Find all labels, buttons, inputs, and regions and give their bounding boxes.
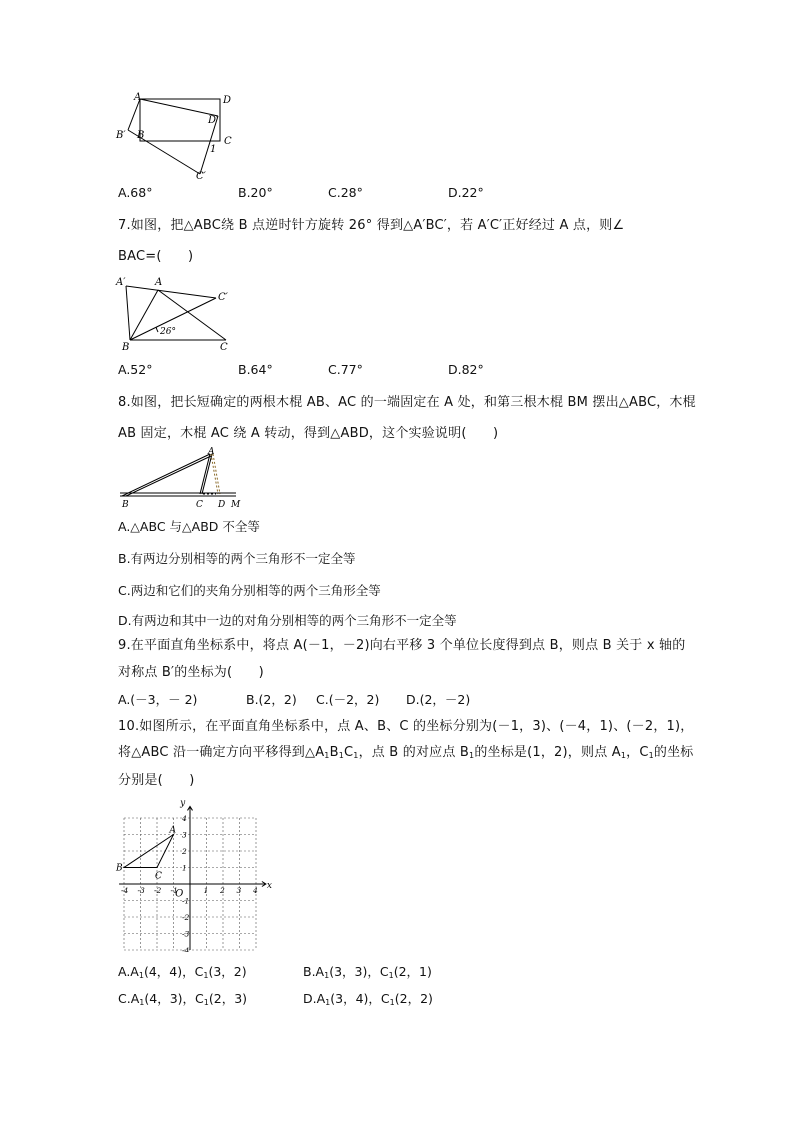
q9-stem-line1: 9.在平面直角坐标系中，将点 A(－1，－2)向右平移 3 个单位长度得到点 B，则点 B 关于 x 轴的: [118, 638, 686, 653]
label-c: C: [220, 342, 228, 352]
x-tick-label: -3: [137, 886, 145, 895]
label-c-prime: C′: [218, 292, 228, 303]
q8-stem-line1: 8.如图，把长短确定的两根木棍 AB、AC 的一端固定在 A 处，和第三根木棍 BM 摆出△ABC，木棍: [118, 395, 696, 410]
q10-option-c[interactable]: $C.A_1(4$，3)，$C_1(2$，3): [118, 991, 248, 1007]
y-axis-label: y: [180, 800, 186, 809]
segment-b-ap: [126, 286, 130, 340]
q6-option-a[interactable]: A.68°: [118, 185, 153, 200]
x-tick-label: -4: [121, 886, 129, 895]
point-c-label: C: [155, 871, 162, 882]
triangle-abc: [124, 835, 174, 868]
q10-option-d[interactable]: $D.A_1(3$，4)，$C_1(2$，2): [303, 991, 433, 1007]
q9-option-b[interactable]: B.(2，2): [246, 692, 297, 707]
q9-option-a[interactable]: A.(－3，－ 2): [118, 692, 198, 707]
q10-stem-line1: 10.如图所示，在平面直角坐标系中，点 A、B、C 的坐标分别为(－1，3)、(－4，1)、(－2，1)，: [118, 719, 694, 734]
stick-ab: [122, 454, 210, 496]
label-a: A: [155, 277, 163, 288]
label-a: A: [208, 447, 215, 457]
q9-option-d[interactable]: D.(2，－2): [406, 692, 471, 707]
figure-triangle-rotation: [112, 272, 242, 352]
q6-option-d[interactable]: D.22°: [448, 185, 484, 200]
y-tick-label: -3: [182, 929, 190, 939]
coordinate-grid: [112, 800, 282, 952]
x-tick-label: 1: [203, 886, 209, 895]
q10-option-a[interactable]: $A.A_1(4$，4)，$C_1(3$，2): [118, 964, 247, 980]
point-b-label: B: [116, 863, 123, 874]
y-tick-label: 3: [182, 830, 187, 840]
q10-stem-line2: 将△ABC 沿一确定方向平移得到△A1B1C1，点 B 的对应点 B1的坐标是(1，2)，则点 A1，C1的坐标: [118, 745, 694, 760]
label-d-prime: D′: [208, 115, 219, 126]
x-tick-label: 3: [236, 886, 242, 895]
label-c: C: [196, 500, 203, 510]
origin-label: O: [175, 888, 184, 900]
point-a-label: A: [169, 825, 176, 836]
segment-ap-cp: [126, 286, 216, 298]
q8-option-c[interactable]: C.两边和它们的夹角分别相等的两个三角形全等: [118, 583, 381, 598]
label-m: M: [231, 500, 241, 510]
q7-option-b[interactable]: B.64°: [238, 362, 273, 377]
label-c-prime: C′: [196, 171, 206, 180]
label-b: B: [137, 130, 145, 141]
q8-stem-line2: AB 固定，木棍 AC 绕 A 转动，得到△ABD，这个实验说明( ): [118, 426, 499, 441]
label-d: D: [218, 500, 226, 510]
q6-option-c[interactable]: C.28°: [328, 185, 363, 200]
q7-option-c[interactable]: C.77°: [328, 362, 363, 377]
x-tick-label: 2: [220, 886, 225, 895]
figure-rectangle-rotation: [112, 88, 242, 180]
segment-dp-a: [140, 99, 218, 116]
y-tick-label: 4: [182, 814, 187, 823]
q8-option-d[interactable]: D.有两边和其中一边的对角分别相等的两个三角形不一定全等: [118, 613, 457, 628]
q9-option-c[interactable]: C.(－2，2): [316, 692, 380, 707]
x-axis-label: x: [266, 881, 272, 891]
x-tick-label: 4: [253, 886, 258, 895]
q9-stem-line2: 对称点 B′的坐标为( ): [118, 665, 264, 680]
q10-option-b[interactable]: $B.A_1(3$，3)，$C_1(2$，1): [303, 964, 432, 980]
q8-option-b[interactable]: B.有两边分别相等的两个三角形不一定全等: [118, 551, 356, 566]
label-a-prime: A′: [116, 277, 126, 288]
q7-option-d[interactable]: D.82°: [448, 362, 484, 377]
q7-stem-line1: 7.如图，把△ABC绕 B 点逆时针方旋转 26° 得到△A′BC′，若 A′C′正好经过 A 点，则∠: [118, 218, 625, 233]
stick-ab-edge: [126, 456, 211, 496]
q7-stem-line2: BAC=( ): [118, 249, 194, 264]
label-angle-1: 1: [210, 144, 217, 155]
label-b-prime: B′: [116, 130, 126, 141]
segment-b-a: [130, 290, 158, 340]
y-tick-label: -4: [182, 946, 190, 952]
q8-option-a[interactable]: A.△ABC 与△ABD 不全等: [118, 519, 260, 534]
label-c: C: [224, 136, 232, 147]
x-tick-label: -1: [170, 886, 178, 895]
label-b: B: [122, 342, 130, 352]
y-tick-label: 1: [182, 863, 187, 873]
segment-ab-prime: [128, 99, 140, 130]
y-tick-label: -1: [182, 896, 190, 906]
y-tick-label: 2: [182, 847, 187, 856]
label-d: D: [223, 95, 232, 106]
q10-stem-line3: 分别是( ): [118, 773, 195, 788]
q6-option-b[interactable]: B.20°: [238, 185, 273, 200]
q7-option-a[interactable]: A.52°: [118, 362, 153, 377]
angle-arc: [156, 327, 158, 332]
x-tick-label: -2: [154, 886, 162, 895]
label-b: B: [122, 500, 129, 510]
figure-sticks: [112, 446, 252, 510]
label-angle-26: 26°: [160, 327, 176, 337]
label-a: A: [134, 92, 142, 103]
y-tick-label: -2: [182, 913, 190, 922]
